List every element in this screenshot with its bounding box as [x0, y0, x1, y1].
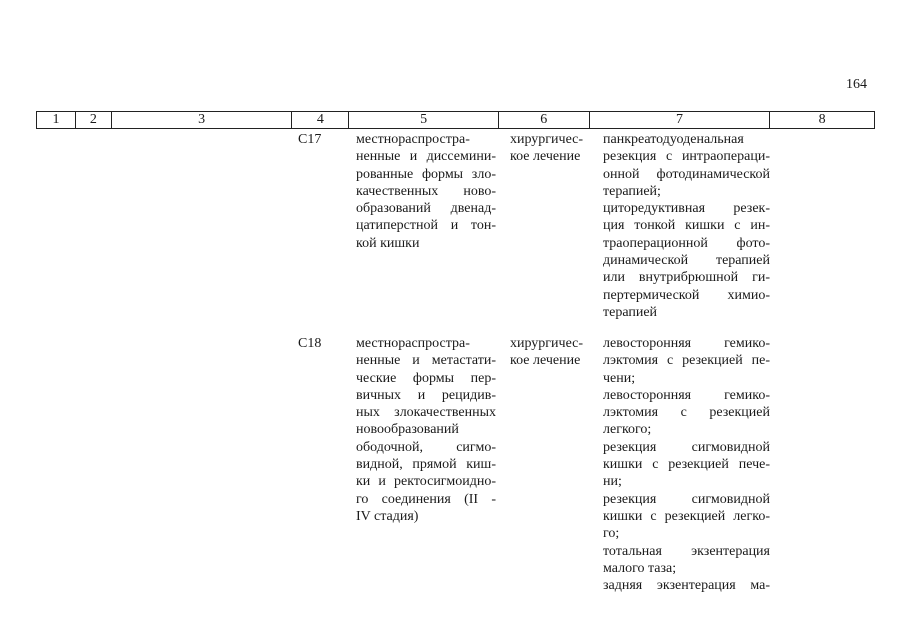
text-line: рованные формы зло- [356, 166, 496, 182]
text-line: динамической терапией [603, 253, 770, 269]
text-line: левосторонняя гемико- [603, 387, 770, 403]
text-line: местнораспростра- [356, 336, 470, 351]
text-line: вичных и рецидив- [356, 387, 496, 403]
text-line: левосторонняя гемико- [603, 336, 770, 351]
column-header-3: 3 [112, 112, 293, 128]
row-c17-diagnosis [356, 131, 496, 252]
column-header-7: 7 [590, 112, 771, 128]
text-line: ободочной, сигмо- [356, 439, 496, 455]
text-line: хирургичес- [510, 132, 584, 147]
table-header-row [36, 111, 875, 129]
row-c17-code: C17 [298, 132, 322, 147]
text-line: ки и ректосигмоидно- [356, 474, 496, 490]
text-line: образований двенад- [356, 201, 496, 217]
text-line: IV стадия) [356, 508, 419, 524]
text-line: лэктомия с резекцией [603, 405, 770, 421]
text-line: ненные и метастати- [356, 353, 496, 369]
row-c18-treatment-type [510, 335, 590, 370]
row-c18-diagnosis [356, 335, 496, 525]
text-line: чени; [603, 370, 636, 386]
text-line: малого таза; [603, 560, 677, 576]
text-line: новообразований [356, 422, 459, 438]
text-line: панкреатодуоденальная [603, 132, 744, 147]
text-line: циторедуктивная резек- [603, 201, 770, 217]
page-number: 164 [846, 77, 867, 92]
text-line: кое лечение [510, 353, 581, 369]
text-line: легкого; [603, 422, 652, 438]
row-c18-code: C18 [298, 336, 322, 351]
text-line: го; [603, 526, 620, 542]
text-line: ция тонкой кишки с ин- [603, 218, 770, 234]
text-line: резекция с интраопераци- [603, 149, 770, 165]
text-line: ческие формы пер- [356, 370, 496, 386]
text-line: онной фотодинамической [603, 166, 770, 182]
column-header-5: 5 [349, 112, 499, 128]
column-header-8: 8 [818, 112, 826, 127]
column-header-6: 6 [499, 112, 590, 128]
text-line: местнораспростра- [356, 132, 470, 147]
text-line: лэктомия с резекцией пе- [603, 353, 770, 369]
text-line: задняя экзентерация ма- [603, 578, 770, 594]
row-c17-method [603, 131, 770, 321]
text-line: кишки с резекцией легко- [603, 508, 770, 524]
text-line: видной, прямой киш- [356, 457, 496, 473]
text-line: или внутрибрюшной ги- [603, 270, 770, 286]
text-line: резекция сигмовидной [603, 491, 770, 507]
row-c17-treatment-type [510, 131, 590, 166]
text-line: кой кишки [356, 235, 420, 251]
text-line: го соединения (II - [356, 491, 496, 507]
text-line: пертермической химио- [603, 287, 770, 303]
text-line: кое лечение [510, 149, 581, 165]
text-line: ни; [603, 474, 622, 490]
column-header-4: 4 [292, 112, 349, 128]
text-line: ных злокачественных [356, 405, 496, 421]
text-line: терапией [603, 304, 658, 320]
text-line: ненные и диссемини- [356, 149, 496, 165]
text-line: хирургичес- [510, 336, 584, 351]
text-line: кишки с резекцией пече- [603, 457, 770, 473]
column-header-1: 1 [37, 112, 76, 128]
row-c18-method [603, 335, 770, 594]
text-line: тотальная экзентерация [603, 543, 770, 559]
text-line: терапией; [603, 183, 661, 199]
text-line: цатиперстной и тон- [356, 218, 496, 234]
text-line: качественных ново- [356, 183, 496, 199]
text-line: траоперационной фото- [603, 235, 770, 251]
column-header-2: 2 [76, 112, 112, 128]
text-line: резекция сигмовидной [603, 439, 770, 455]
